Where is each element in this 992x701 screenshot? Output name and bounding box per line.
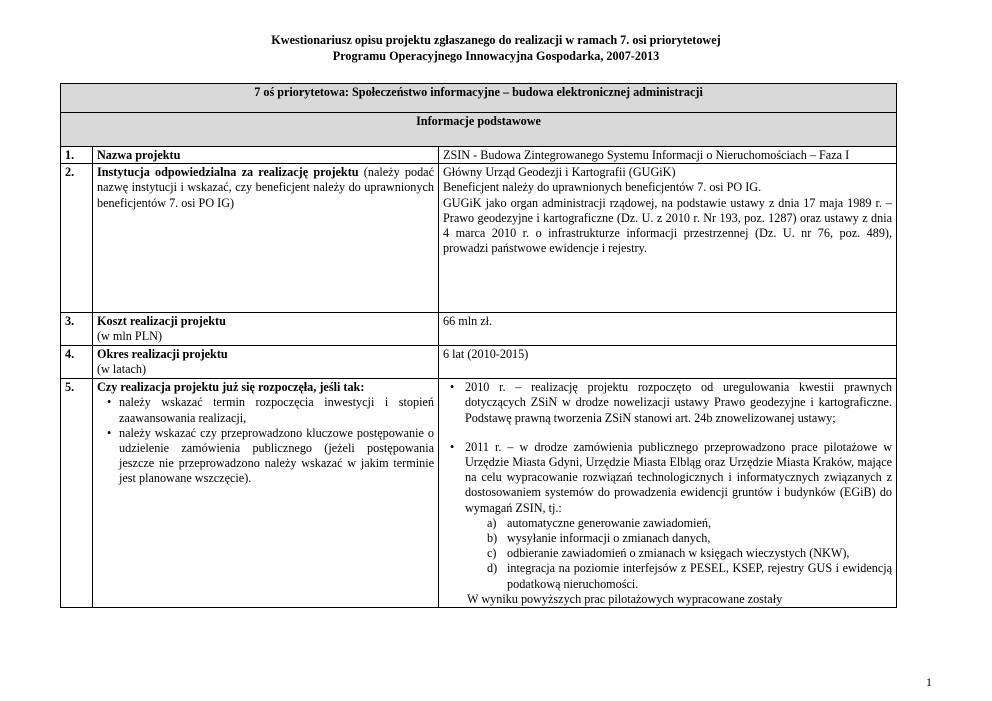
row-number: 2. — [61, 164, 93, 313]
page-number: 1 — [926, 675, 932, 689]
sub-item-letter: b) — [487, 531, 498, 546]
row-label — [93, 164, 439, 313]
sub-item — [487, 561, 892, 591]
priority-axis-row — [61, 84, 897, 113]
sub-item-text: integracja na poziomie interfejsów z PESEL, KSEP, rejestry GUS i ewidencją podatkową nieruchomości. — [507, 561, 893, 591]
sub-item — [487, 531, 892, 546]
row-label — [93, 313, 439, 346]
questionnaire-table — [60, 83, 897, 608]
priority-axis-heading: 7 oś priorytetowa: Społeczeństwo informacyjne – budowa elektronicznej administracji — [61, 84, 897, 113]
row-label — [93, 346, 439, 379]
section-heading-row — [61, 113, 897, 147]
row-label-note: (w latach) — [97, 362, 147, 377]
sub-item-letter: d) — [487, 561, 498, 576]
row-number: 1. — [61, 147, 93, 164]
spacer — [443, 426, 892, 440]
row-label-note: (należy podać nazwę instytucji i wskazać, czy beneficjent należy do uprawnionych beneficjentów 7. osi PO IG) — [97, 165, 434, 210]
table-row — [61, 147, 897, 164]
document-title-line2: Programu Operacyjnego Innowacyjna Gospodarka, 2007-2013 — [332, 48, 660, 63]
row-number: 4. — [61, 346, 93, 379]
sub-item-text: wysyłanie informacji o zmianach danych, — [507, 531, 711, 546]
row-value: 6 lat (2010-2015) — [439, 346, 897, 379]
section-heading: Informacje podstawowe — [61, 113, 897, 147]
table-row — [61, 313, 897, 346]
table-row — [61, 379, 897, 608]
row-value: 66 mln zł. — [439, 313, 897, 346]
row-label-text: Koszt realizacji projektu — [97, 314, 226, 329]
row-value — [439, 164, 897, 313]
row-number: 3. — [61, 313, 93, 346]
row-label-text: Instytucja odpowiedzialna za realizację projektu — [97, 165, 359, 180]
value-line: Główny Urząd Geodezji i Kartografii (GUGiK) — [443, 165, 676, 180]
value-bullet-list — [443, 440, 892, 516]
row-label-text: Okres realizacji projektu — [97, 347, 228, 362]
row-label-text: Czy realizacja projektu już się rozpoczęła, jeśli tak: — [97, 380, 365, 395]
row-label — [93, 379, 439, 608]
value-line: GUGiK jako organ administracji rządowej, na podstawie ustawy z dnia 17 maja 1989 r. – Prawo geodezyjne i kartograficzne (Dz. U. z 2010 r. Nr 193, poz. 1287) oraz ustawy z dnia 4 marca 2010 r. o infrastrukturze informacji przestrzennej (Dz. U. nr 76, poz. 489), prowadzi państwowe ewidencje i rejestry. — [443, 195, 893, 256]
sub-item-letter: c) — [487, 546, 497, 561]
sub-item — [487, 546, 892, 561]
list-item: • należy wskazać czy przeprowadzono kluczowe postępowanie o udzielenie zamówienia publicznego (jeżeli postępowania jeszcze nie przeprowadzono należy wskazać w jakim terminie jest planowane wszczęcie). — [109, 426, 434, 487]
value-line: Beneficjent należy do uprawnionych beneficjentów 7. osi PO IG. — [443, 180, 762, 195]
document-title-line1: Kwestionariusz opisu projektu zgłaszanego do realizacji w ramach 7. osi priorytetowej — [271, 33, 721, 47]
sub-item-letter: a) — [487, 515, 497, 530]
row-value: ZSIN - Budowa Zintegrowanego Systemu Informacji o Nieruchomościach – Faza I — [439, 147, 897, 164]
list-item: • należy wskazać termin rozpoczęcia inwestycji i stopień zaawansowania realizacji, — [109, 395, 434, 425]
table-row — [61, 164, 897, 313]
closing-text: W wyniku powyższych prac pilotażowych wypracowane zostały — [467, 591, 783, 606]
value-bullet-list — [443, 380, 892, 426]
document-header — [0, 33, 992, 64]
list-item: • 2010 r. – realizację projektu rozpoczęto od uregulowania kwestii prawnych dotyczących ZSiN w drodze nowelizacji ustawy Prawo geodezyjne i kartograficzne. Podstawę prawną tworzenia ZSiN stanowi art. 24b znowelizowanej ustawy; — [447, 380, 892, 426]
sub-item-text: odbieranie zawiadomień o zmianach w księgach wieczystych (NKW), — [507, 546, 850, 561]
sub-item — [487, 516, 892, 531]
label-bullet-list — [97, 395, 434, 486]
sub-item-list — [443, 516, 892, 592]
list-item: • 2011 r. – w drodze zamówienia publicznego przeprowadzono prace pilotażowe w Urzędzie Miasta Gdyni, Urzędzie Miasta Elbląg oraz Urzędzie Miasta Kraków, mające na celu wypracowanie rozwiązań technologicznych i informatycznych związanych z dostosowaniem systemów do prowadzenia ewidencji gruntów i budynków (EGiB) do wymagań ZSIN, tj.: — [447, 440, 892, 516]
row-label-text: Nazwa projektu — [97, 148, 181, 162]
sub-item-text: automatyczne generowanie zawiadomień, — [507, 515, 712, 530]
row-label — [93, 147, 439, 164]
row-value — [439, 379, 897, 608]
row-label-note: (w mln PLN) — [97, 329, 162, 344]
row-number: 5. — [61, 379, 93, 608]
table-row — [61, 346, 897, 379]
